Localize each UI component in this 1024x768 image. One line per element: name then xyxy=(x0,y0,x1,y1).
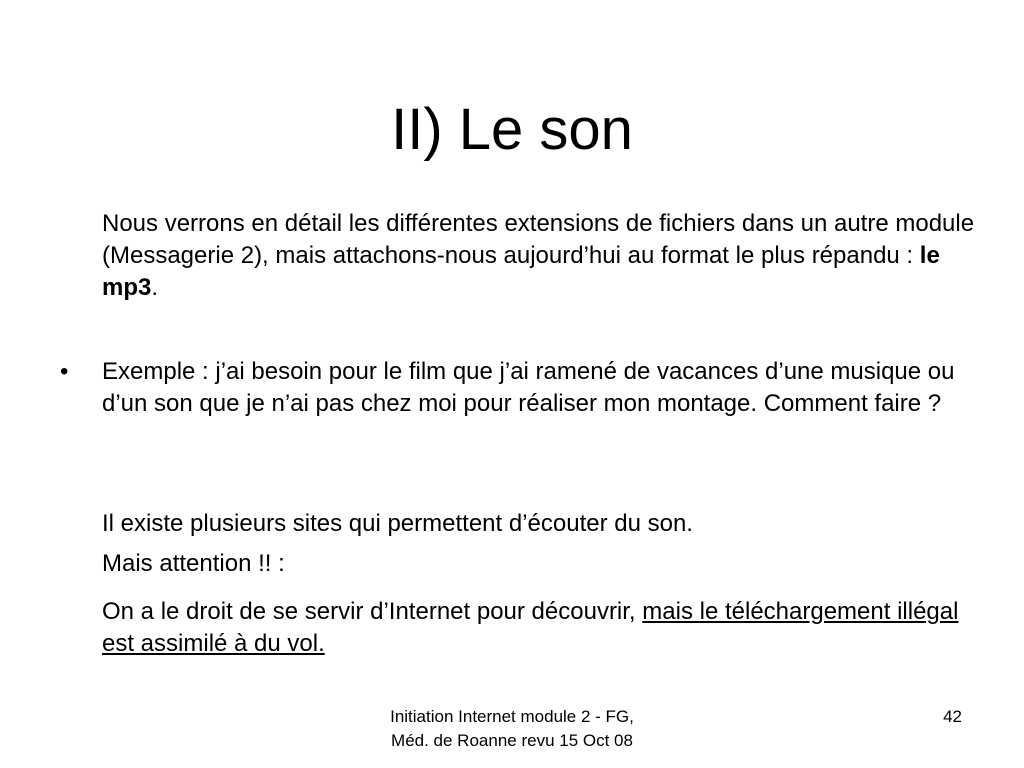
intro-trailing: . xyxy=(151,274,159,301)
sites-line: Il existe plusieurs sites qui permettent d’écouter du son. xyxy=(102,510,693,537)
legal-underlined-text: mais le téléchargement illégal est assimilé à du vol. xyxy=(102,598,959,657)
attention-line: Mais attention !! : xyxy=(102,550,285,577)
intro-text: Nous verrons en détail les différentes extensions de fichiers dans un autre module (Messagerie 2), mais attachons-nous aujourd’hui au format le plus répandu : xyxy=(102,210,975,269)
footer-line-2: Méd. de Roanne revu 15 Oct 08 xyxy=(391,731,633,750)
bullet-marker: • xyxy=(60,358,69,385)
intro-bold-format: le mp3 xyxy=(102,242,940,301)
slide-title: II) Le son xyxy=(391,97,633,162)
footer-caption xyxy=(320,705,704,753)
intro-paragraph xyxy=(102,208,982,304)
example-bullet-text: Exemple : j’ai besoin pour le film que j’ai ramené de vacances d’une musique ou d’un son que je n’ai pas chez moi pour réaliser mon montage. Comment faire ? xyxy=(102,358,955,417)
footer-line-1: Initiation Internet module 2 - FG, xyxy=(390,707,634,726)
legal-plain-text: On a le droit de se servir d’Internet pour découvrir, xyxy=(102,598,643,625)
legal-paragraph xyxy=(102,596,982,660)
page-number: 42 xyxy=(943,707,962,726)
